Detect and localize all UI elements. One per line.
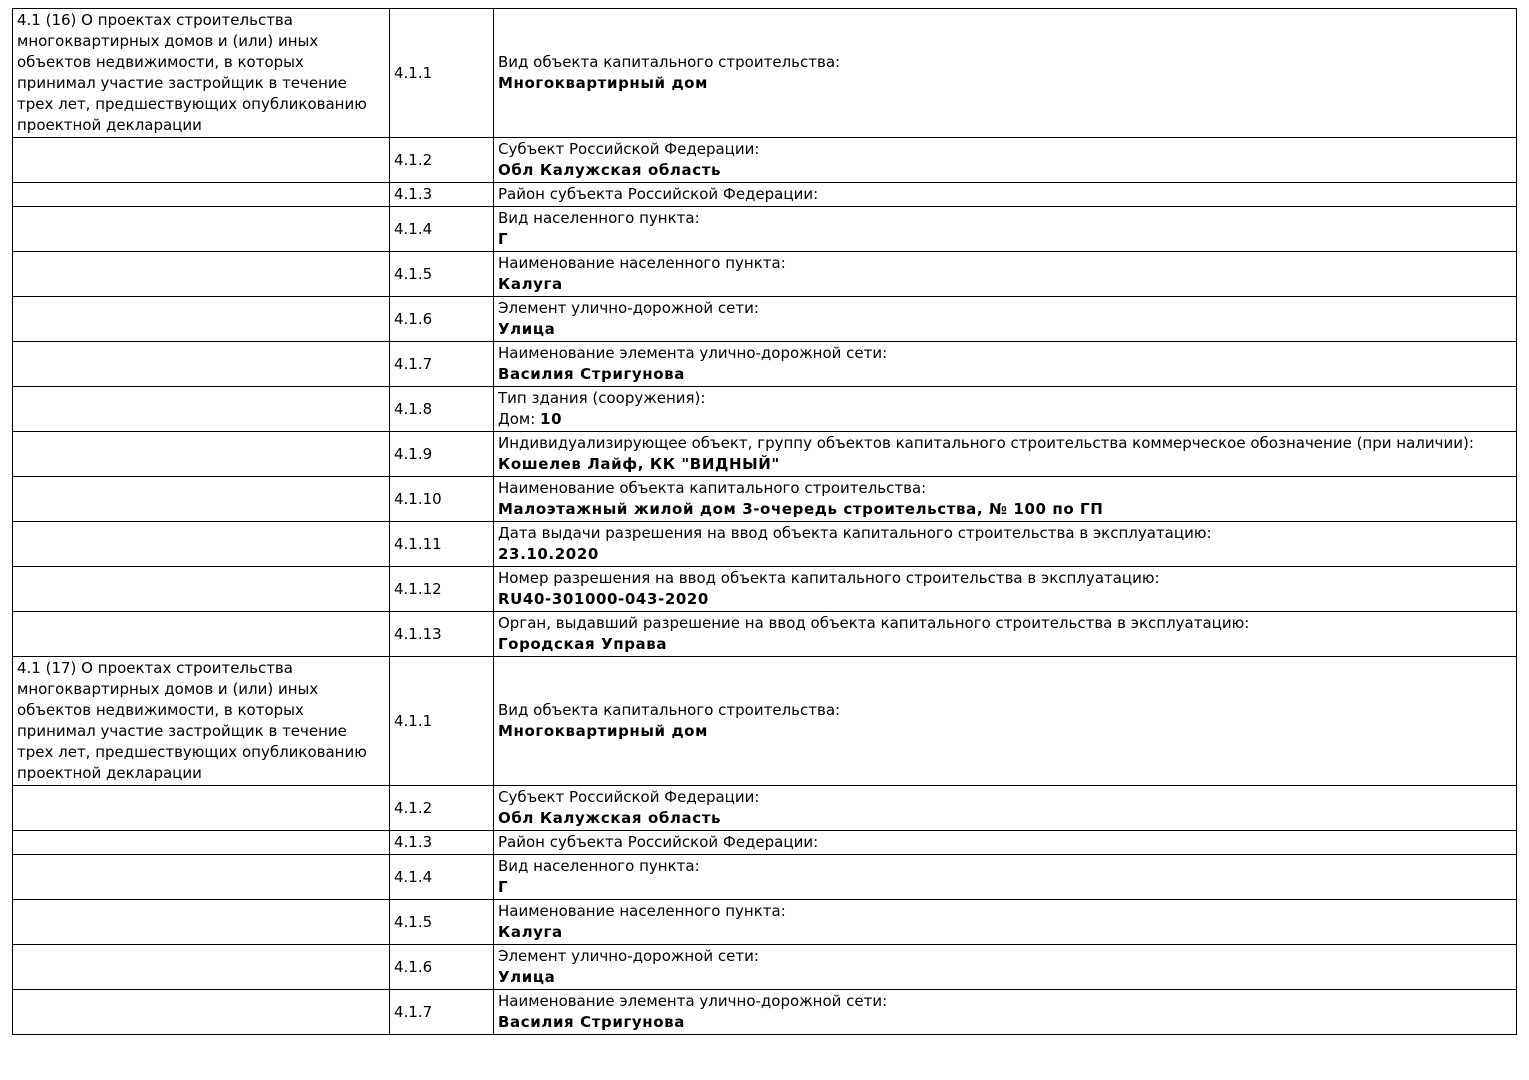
field-label: Элемент улично-дорожной сети: [498, 299, 759, 317]
section-description-cell [13, 990, 390, 1035]
field-cell [494, 990, 1517, 1035]
table-row [13, 900, 1517, 945]
table-row [13, 786, 1517, 831]
field-value: Г [498, 230, 509, 248]
section-description-cell: 4.1 (16) О проектах строительства многоквартирных домов и (или) иных объектов недвижимости, в которых принимал участие застройщик в течение трех лет, предшествующих опубликованию проектной декларации [13, 9, 390, 138]
table-row [13, 183, 1517, 207]
row-code: 4.1.5 [390, 900, 494, 945]
field-label: Вид населенного пункта: [498, 209, 700, 227]
section-description-cell [13, 183, 390, 207]
field-label: Дата выдачи разрешения на ввод объекта капитального строительства в эксплуатацию: [498, 524, 1212, 542]
field-cell [494, 138, 1517, 183]
row-code: 4.1.13 [390, 612, 494, 657]
row-code: 4.1.5 [390, 252, 494, 297]
field-value-line [498, 319, 1512, 340]
row-code: 4.1.11 [390, 522, 494, 567]
row-code: 4.1.7 [390, 342, 494, 387]
declaration-table [12, 8, 1517, 1035]
table-row [13, 522, 1517, 567]
field-label: Элемент улично-дорожной сети: [498, 947, 759, 965]
field-cell [494, 9, 1517, 138]
field-cell [494, 900, 1517, 945]
field-cell [494, 522, 1517, 567]
row-code: 4.1.2 [390, 138, 494, 183]
section-description-cell [13, 432, 390, 477]
section-description-cell [13, 786, 390, 831]
section-description-cell [13, 612, 390, 657]
table-row [13, 567, 1517, 612]
section-description-cell [13, 900, 390, 945]
field-value: Кошелев Лайф, КК "ВИДНЫЙ" [498, 455, 780, 473]
declaration-table-body [13, 9, 1517, 1035]
field-value: Улица [498, 320, 556, 338]
row-code: 4.1.12 [390, 567, 494, 612]
field-label: Наименование объекта капитального строительства: [498, 479, 927, 497]
table-row [13, 9, 1517, 138]
row-code: 4.1.1 [390, 9, 494, 138]
field-label: Тип здания (сооружения): [498, 389, 706, 407]
field-label: Наименование населенного пункта: [498, 254, 786, 272]
field-label: Вид населенного пункта: [498, 857, 700, 875]
field-value-line [498, 499, 1512, 520]
field-value-line [498, 274, 1512, 295]
section-description-cell [13, 252, 390, 297]
field-cell [494, 183, 1517, 207]
field-value: Городская Управа [498, 635, 668, 653]
section-description-cell [13, 831, 390, 855]
field-label: Орган, выдавший разрешение на ввод объекта капитального строительства в эксплуатацию: [498, 614, 1250, 632]
field-cell [494, 855, 1517, 900]
table-row [13, 990, 1517, 1035]
field-value-line [498, 808, 1512, 829]
field-value: Василия Стригунова [498, 1013, 685, 1031]
field-cell [494, 945, 1517, 990]
table-row [13, 612, 1517, 657]
field-value-line [498, 73, 1512, 94]
row-code: 4.1.10 [390, 477, 494, 522]
field-value-line [498, 589, 1512, 610]
field-value: Обл Калужская область [498, 161, 722, 179]
field-value-line [498, 634, 1512, 655]
field-value-line [498, 454, 1512, 475]
field-value: Василия Стригунова [498, 365, 685, 383]
field-label: Субъект Российской Федерации: [498, 140, 760, 158]
field-cell [494, 612, 1517, 657]
field-label: Наименование элемента улично-дорожной сети: [498, 992, 888, 1010]
row-code: 4.1.8 [390, 387, 494, 432]
field-cell [494, 657, 1517, 786]
field-value: Многоквартирный дом [498, 74, 708, 92]
field-label: Субъект Российской Федерации: [498, 788, 760, 806]
field-label: Наименование населенного пункта: [498, 902, 786, 920]
field-value: Г [498, 878, 509, 896]
section-description-cell [13, 297, 390, 342]
table-row [13, 657, 1517, 786]
field-cell [494, 207, 1517, 252]
field-value: Многоквартирный дом [498, 722, 708, 740]
row-code: 4.1.3 [390, 831, 494, 855]
field-value: Малоэтажный жилой дом 3-очередь строительства, № 100 по ГП [498, 500, 1104, 518]
field-cell [494, 831, 1517, 855]
field-value-line [498, 229, 1512, 250]
table-row [13, 207, 1517, 252]
field-value: Калуга [498, 923, 563, 941]
section-description-cell [13, 477, 390, 522]
field-label: Номер разрешения на ввод объекта капитального строительства в эксплуатацию: [498, 569, 1160, 587]
field-value-line [498, 967, 1512, 988]
section-description-cell [13, 567, 390, 612]
field-label: Вид объекта капитального строительства: [498, 53, 841, 71]
field-cell [494, 297, 1517, 342]
section-description-cell: 4.1 (17) О проектах строительства многоквартирных домов и (или) иных объектов недвижимости, в которых принимал участие застройщик в течение трех лет, предшествующих опубликованию проектной декларации [13, 657, 390, 786]
field-value-prefix: Дом: [498, 410, 541, 428]
field-label: Район субъекта Российской Федерации: [498, 833, 819, 851]
table-row [13, 252, 1517, 297]
table-row [13, 855, 1517, 900]
field-cell [494, 252, 1517, 297]
section-description-cell [13, 855, 390, 900]
row-code: 4.1.3 [390, 183, 494, 207]
field-value-line [498, 409, 1512, 430]
field-label: Район субъекта Российской Федерации: [498, 185, 819, 203]
section-description-cell [13, 342, 390, 387]
field-value-line [498, 364, 1512, 385]
table-row [13, 387, 1517, 432]
field-label: Индивидуализирующее объект, группу объектов капитального строительства коммерческое обозначение (при наличии): [498, 434, 1474, 452]
row-code: 4.1.7 [390, 990, 494, 1035]
field-value-line [498, 544, 1512, 565]
field-label: Вид объекта капитального строительства: [498, 701, 841, 719]
field-cell [494, 387, 1517, 432]
field-label: Наименование элемента улично-дорожной сети: [498, 344, 888, 362]
section-description-cell [13, 387, 390, 432]
section-description-cell [13, 207, 390, 252]
table-row [13, 138, 1517, 183]
field-value: 10 [540, 410, 563, 428]
row-code: 4.1.6 [390, 945, 494, 990]
section-description-cell [13, 522, 390, 567]
field-cell [494, 342, 1517, 387]
field-value: Улица [498, 968, 556, 986]
row-code: 4.1.4 [390, 207, 494, 252]
section-description-cell [13, 138, 390, 183]
row-code: 4.1.6 [390, 297, 494, 342]
field-value: Калуга [498, 275, 563, 293]
field-value: Обл Калужская область [498, 809, 722, 827]
table-row [13, 945, 1517, 990]
field-cell [494, 432, 1517, 477]
field-cell [494, 786, 1517, 831]
table-row [13, 432, 1517, 477]
row-code: 4.1.2 [390, 786, 494, 831]
field-cell [494, 477, 1517, 522]
row-code: 4.1.1 [390, 657, 494, 786]
table-row [13, 342, 1517, 387]
field-value: 23.10.2020 [498, 545, 599, 563]
row-code: 4.1.4 [390, 855, 494, 900]
field-value-line [498, 877, 1512, 898]
field-value-line [498, 721, 1512, 742]
row-code: 4.1.9 [390, 432, 494, 477]
table-row [13, 477, 1517, 522]
table-row [13, 297, 1517, 342]
field-value-line [498, 1012, 1512, 1033]
section-description-cell [13, 945, 390, 990]
field-value: RU40-301000-043-2020 [498, 590, 709, 608]
field-value-line [498, 160, 1512, 181]
table-row [13, 831, 1517, 855]
field-cell [494, 567, 1517, 612]
field-value-line [498, 922, 1512, 943]
